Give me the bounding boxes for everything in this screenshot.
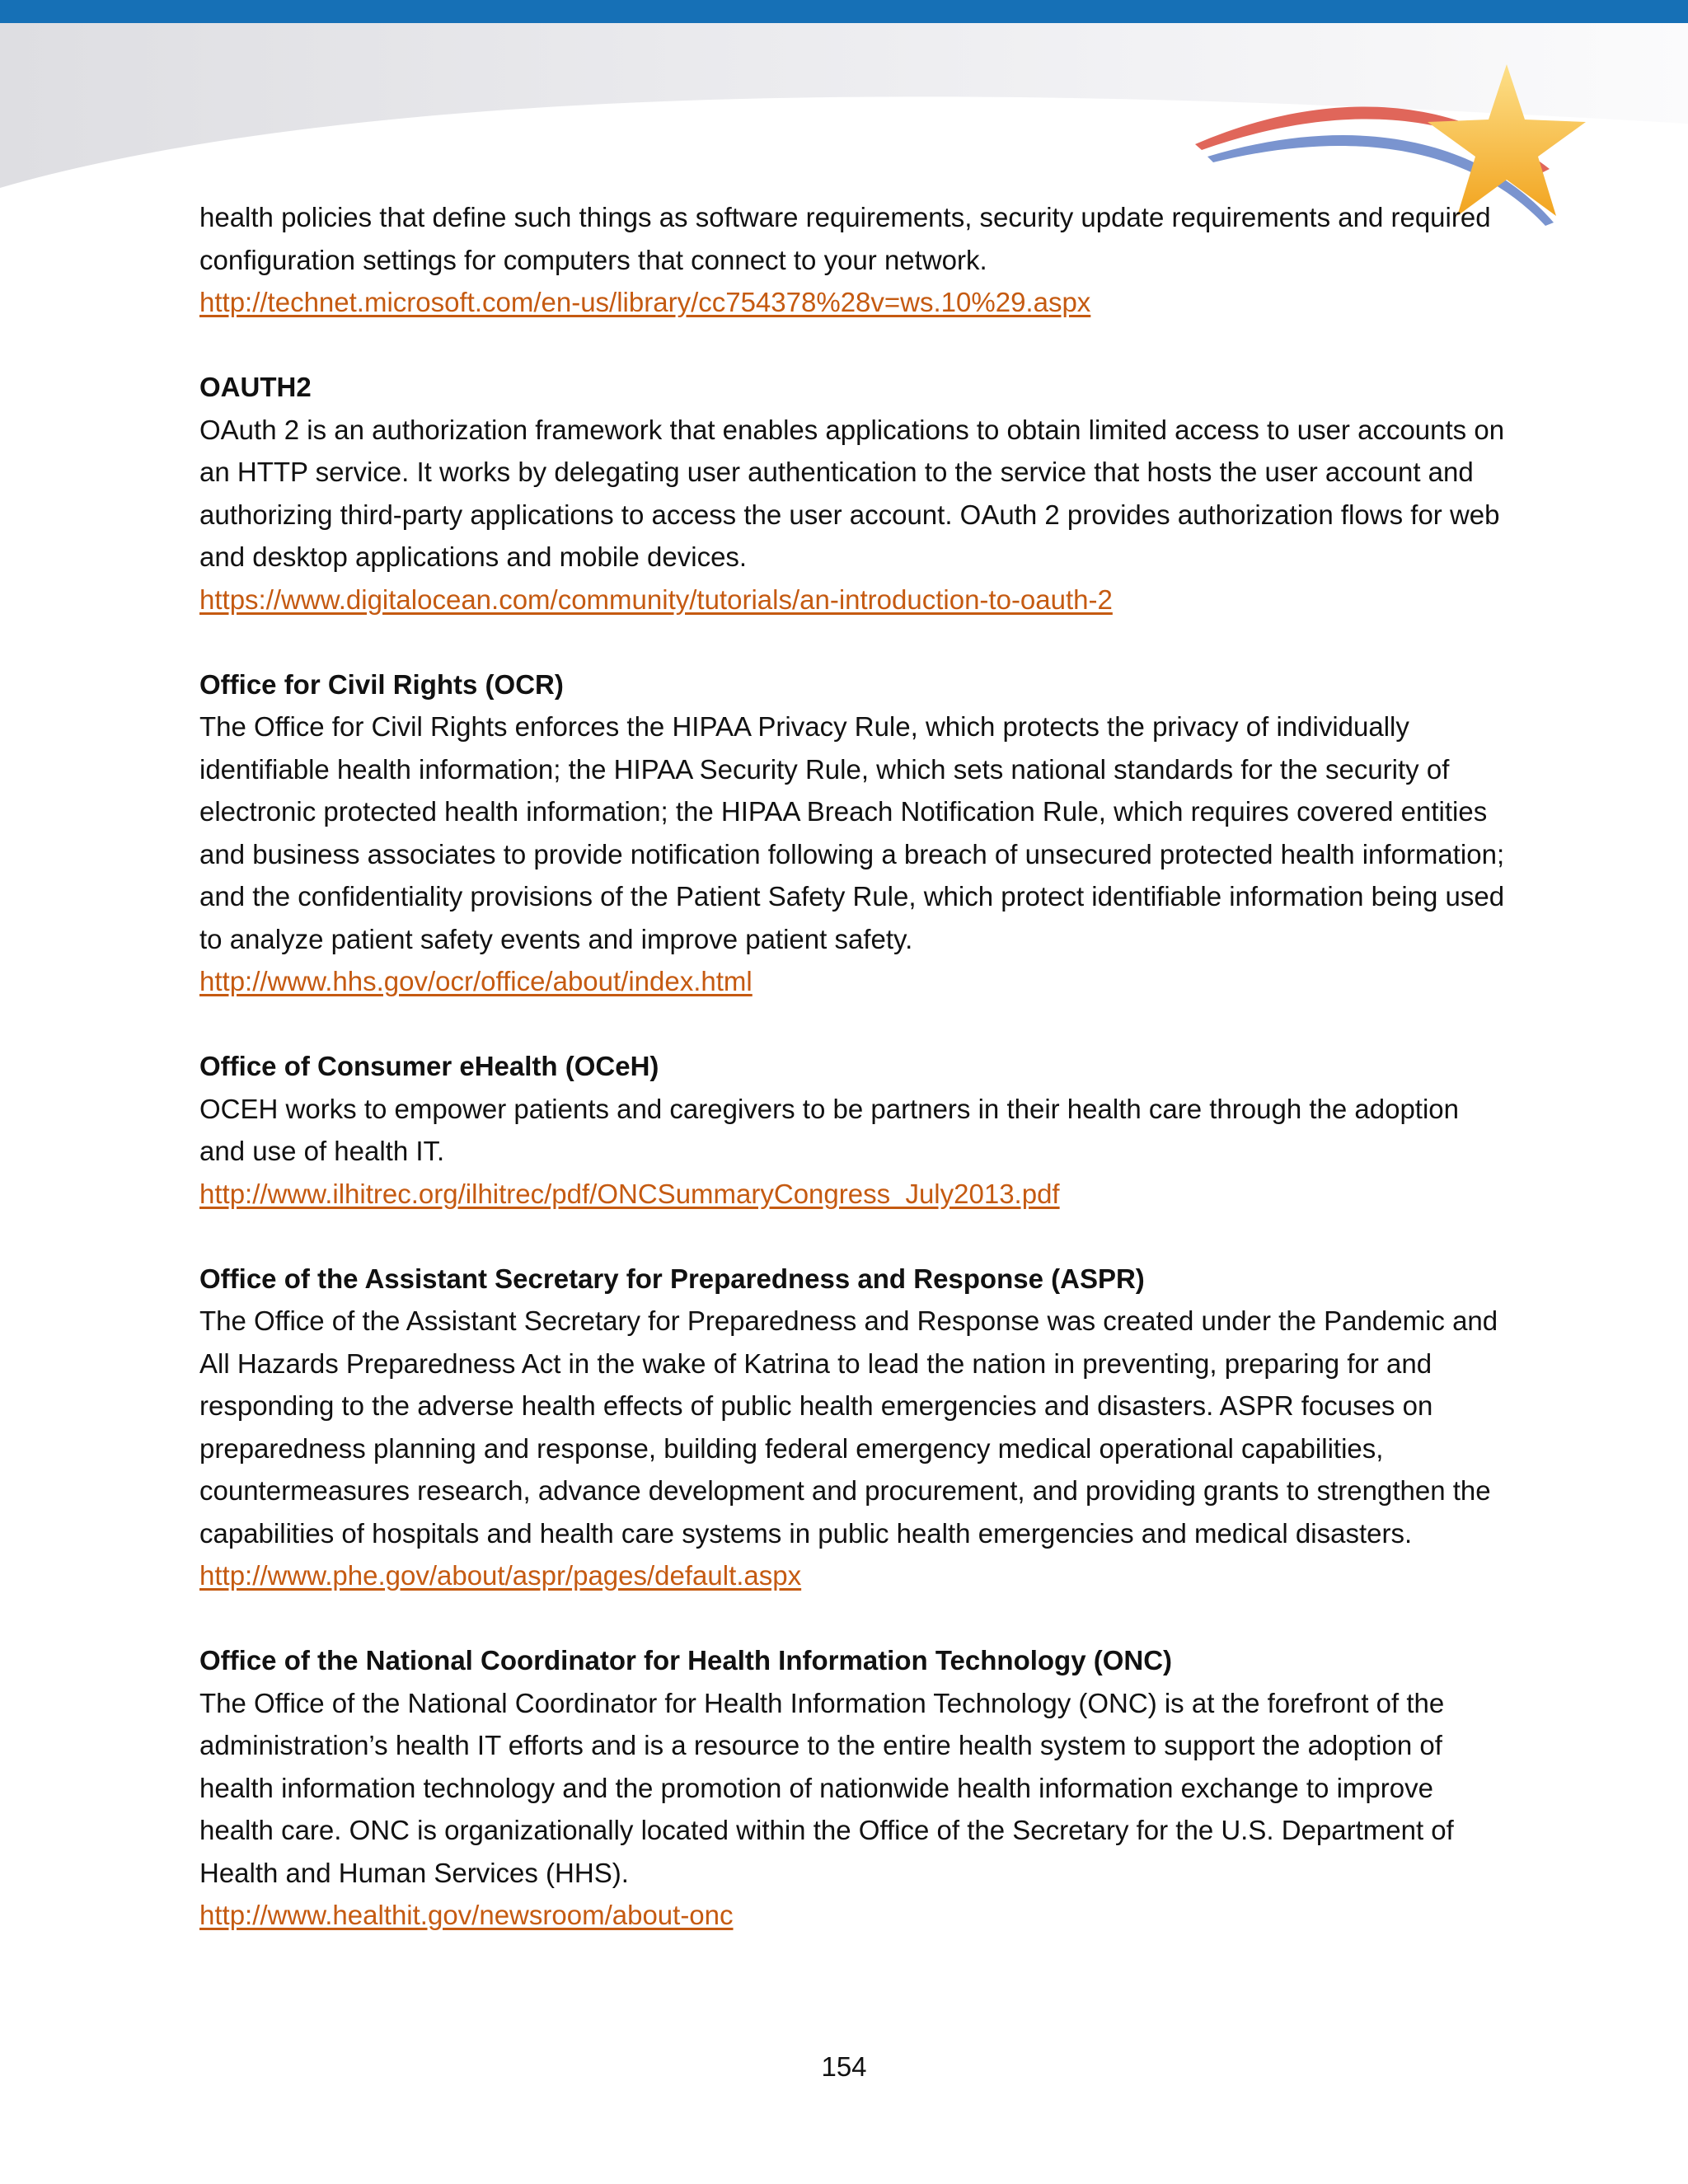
glossary-entry [199, 663, 1510, 1003]
entry-term: Office of Consumer eHealth (OCeH) [199, 1051, 659, 1081]
intro-definition: health policies that define such things as software requirements, security update requirements and required configuration settings for computers that connect to your network. [199, 202, 1491, 275]
glossary-entry [199, 366, 1510, 621]
glossary-entry [199, 1639, 1510, 1937]
entry-term: Office of the Assistant Secretary for Preparedness and Response (ASPR) [199, 1263, 1145, 1294]
entry-link[interactable]: http://www.ilhitrec.org/ilhitrec/pdf/ONCSummaryCongress_July2013.pdf [199, 1178, 1060, 1209]
intro-entry [199, 196, 1510, 324]
page-number: 154 [821, 2051, 867, 2082]
entry-link[interactable]: http://www.hhs.gov/ocr/office/about/index.html [199, 966, 753, 996]
entry-definition: OCEH works to empower patients and caregivers to be partners in their health care through the adoption and use of health IT. [199, 1093, 1460, 1166]
entry-definition: The Office for Civil Rights enforces the HIPAA Privacy Rule, which protects the privacy of individually identifiable health information; the HIPAA Security Rule, which sets national standards for the security of electronic protected health information; the HIPAA Breach Notification Rule, which requires covered entities and business associates to provide notification following a breach of unsecured protected health information; and the confidentiality provisions of the Patient Safety Rule, which protect identifiable information being used to analyze patient safety events and improve patient safety. [199, 711, 1505, 954]
entry-term: Office for Civil Rights (OCR) [199, 668, 564, 700]
glossary-entry [199, 1045, 1510, 1215]
glossary-content [199, 196, 1510, 1979]
entry-term: Office of the National Coordinator for Health Information Technology (ONC) [199, 1645, 1173, 1675]
entry-term: OAUTH2 [199, 372, 312, 402]
entry-link[interactable]: http://www.phe.gov/about/aspr/pages/default.aspx [199, 1560, 802, 1591]
intro-link[interactable]: http://technet.microsoft.com/en-us/library/cc754378%28v=ws.10%29.aspx [199, 287, 1091, 317]
grey-swoosh [0, 23, 1688, 188]
entry-definition: The Office of the Assistant Secretary for Preparedness and Response was created under the Pandemic and All Hazards Preparedness Act in the wake of Katrina to lead the nation in preventing, preparing for and responding to the adverse health effects of public health emergencies and disasters. ASPR focuses on preparedness planning and response, building federal emergency medical operational capabilities, countermeasures research, advance development and procurement, and providing grants to strengthen the capabilities of hospitals and health care systems in public health emergencies and medical disasters. [199, 1305, 1498, 1549]
entry-definition: The Office of the National Coordinator for Health Information Technology (ONC) is at the forefront of the administration’s health IT efforts and is a resource to the entire health system to support the adoption of health information technology and the promotion of nationwide health information exchange to improve health care. ONC is organizationally located within the Office of the Secretary for the U.S. Department of Health and Human Services (HHS). [199, 1687, 1454, 1888]
entry-link[interactable]: https://www.digitalocean.com/community/tutorials/an-introduction-to-oauth-2 [199, 583, 1113, 615]
entry-definition: OAuth 2 is an authorization framework that enables applications to obtain limited access to user accounts on an HTTP service. It works by delegating user authentication to the service that hosts the user account and authorizing third-party applications to access the user account. OAuth 2 provides authorization flows for web and desktop applications and mobile devices. [199, 414, 1505, 572]
glossary-entry [199, 1258, 1510, 1597]
header-bar [0, 0, 1688, 23]
entry-link[interactable]: http://www.healthit.gov/newsroom/about-onc [199, 1900, 734, 1930]
